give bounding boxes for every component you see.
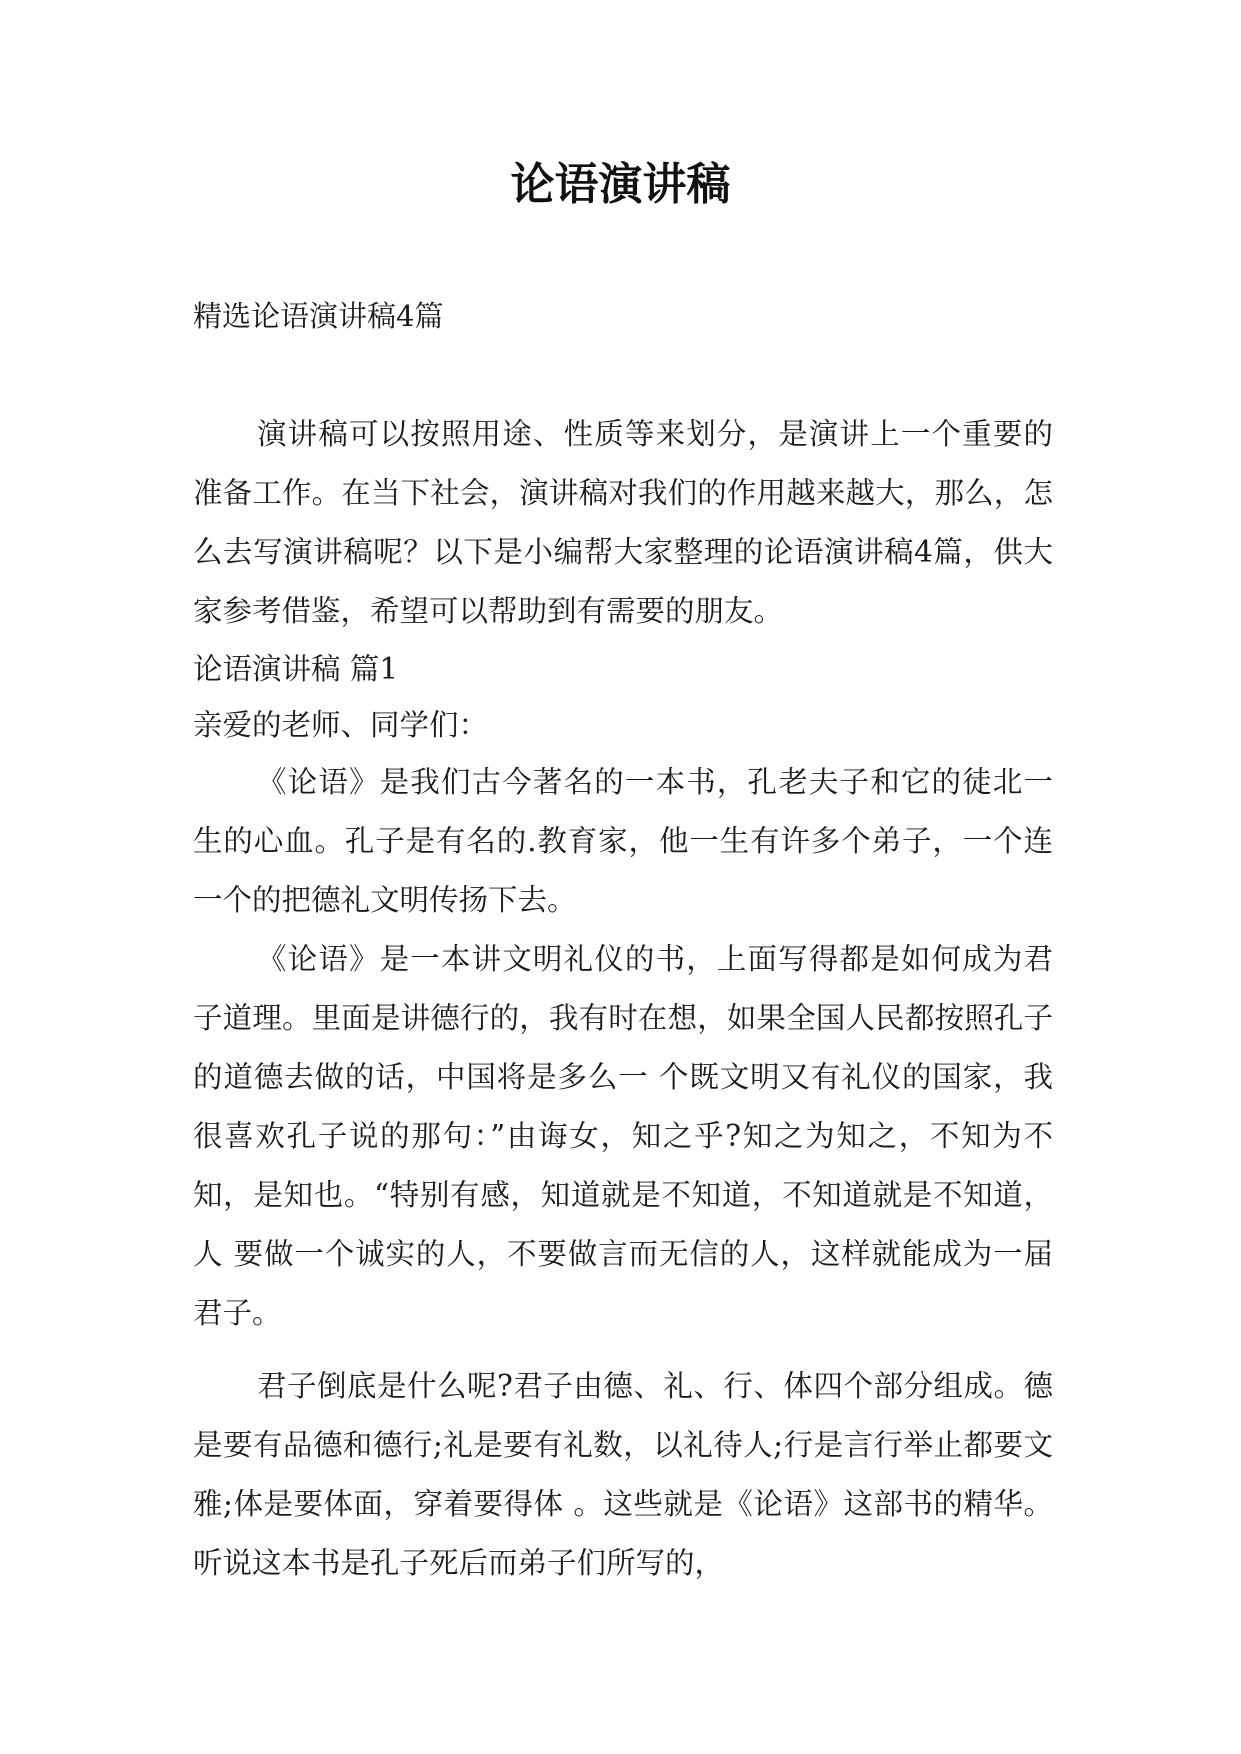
salutation: 亲爱的老师、同学们： <box>193 708 489 742</box>
body-paragraph: 君子倒底是什么呢?君子由德、礼、行、体四个部分组成。德是要有品德和德行;礼是要有礼数，以礼待人;行是言行举止都要文雅;体是要体面，穿着要得体 。这些就是《论语》这部书的精华。听说这本书是孔子死后而弟子们所写的， <box>193 1369 1053 1580</box>
body-paragraph: 《论语》是一本讲文明礼仪的书，上面写得都是如何成为君子道理。里面是讲德行的，我有时在想，如果全国人民都按照孔子的道德去做的话，中国将是多么一 个既文明又有礼仪的国家，我很喜欢孔子说的那句：”由诲女，知之乎?知之为知之，不知为不知，是知也。“特别有感，知道就是不知道，不知道就是不知道，人 要做一个诚实的人，不要做言而无信的人，这样就能成为一届君子。 <box>193 942 1053 1330</box>
body-paragraph: 《论语》是我们古今著名的一本书，孔老夫子和它的徒北一生的心血。孔子是有名的.教育家，他一生有许多个弟子，一个连一个的把德礼文明传扬下去。 <box>193 765 1053 917</box>
document-body <box>193 405 1053 1593</box>
document-title: 论语演讲稿 <box>510 159 731 210</box>
document-subtitle: 精选论语演讲稿4篇 <box>193 299 444 333</box>
section-heading: 论语演讲稿 篇1 <box>193 652 399 686</box>
intro-paragraph: 演讲稿可以按照用途、性质等来划分，是演讲上一个重要的准备工作。在当下社会，演讲稿对我们的作用越来越大，那么，怎么去写演讲稿呢？以下是小编帮大家整理的论语演讲稿4篇，供大家参考借鉴，希望可以帮助到有需要的朋友。 <box>193 417 1053 628</box>
